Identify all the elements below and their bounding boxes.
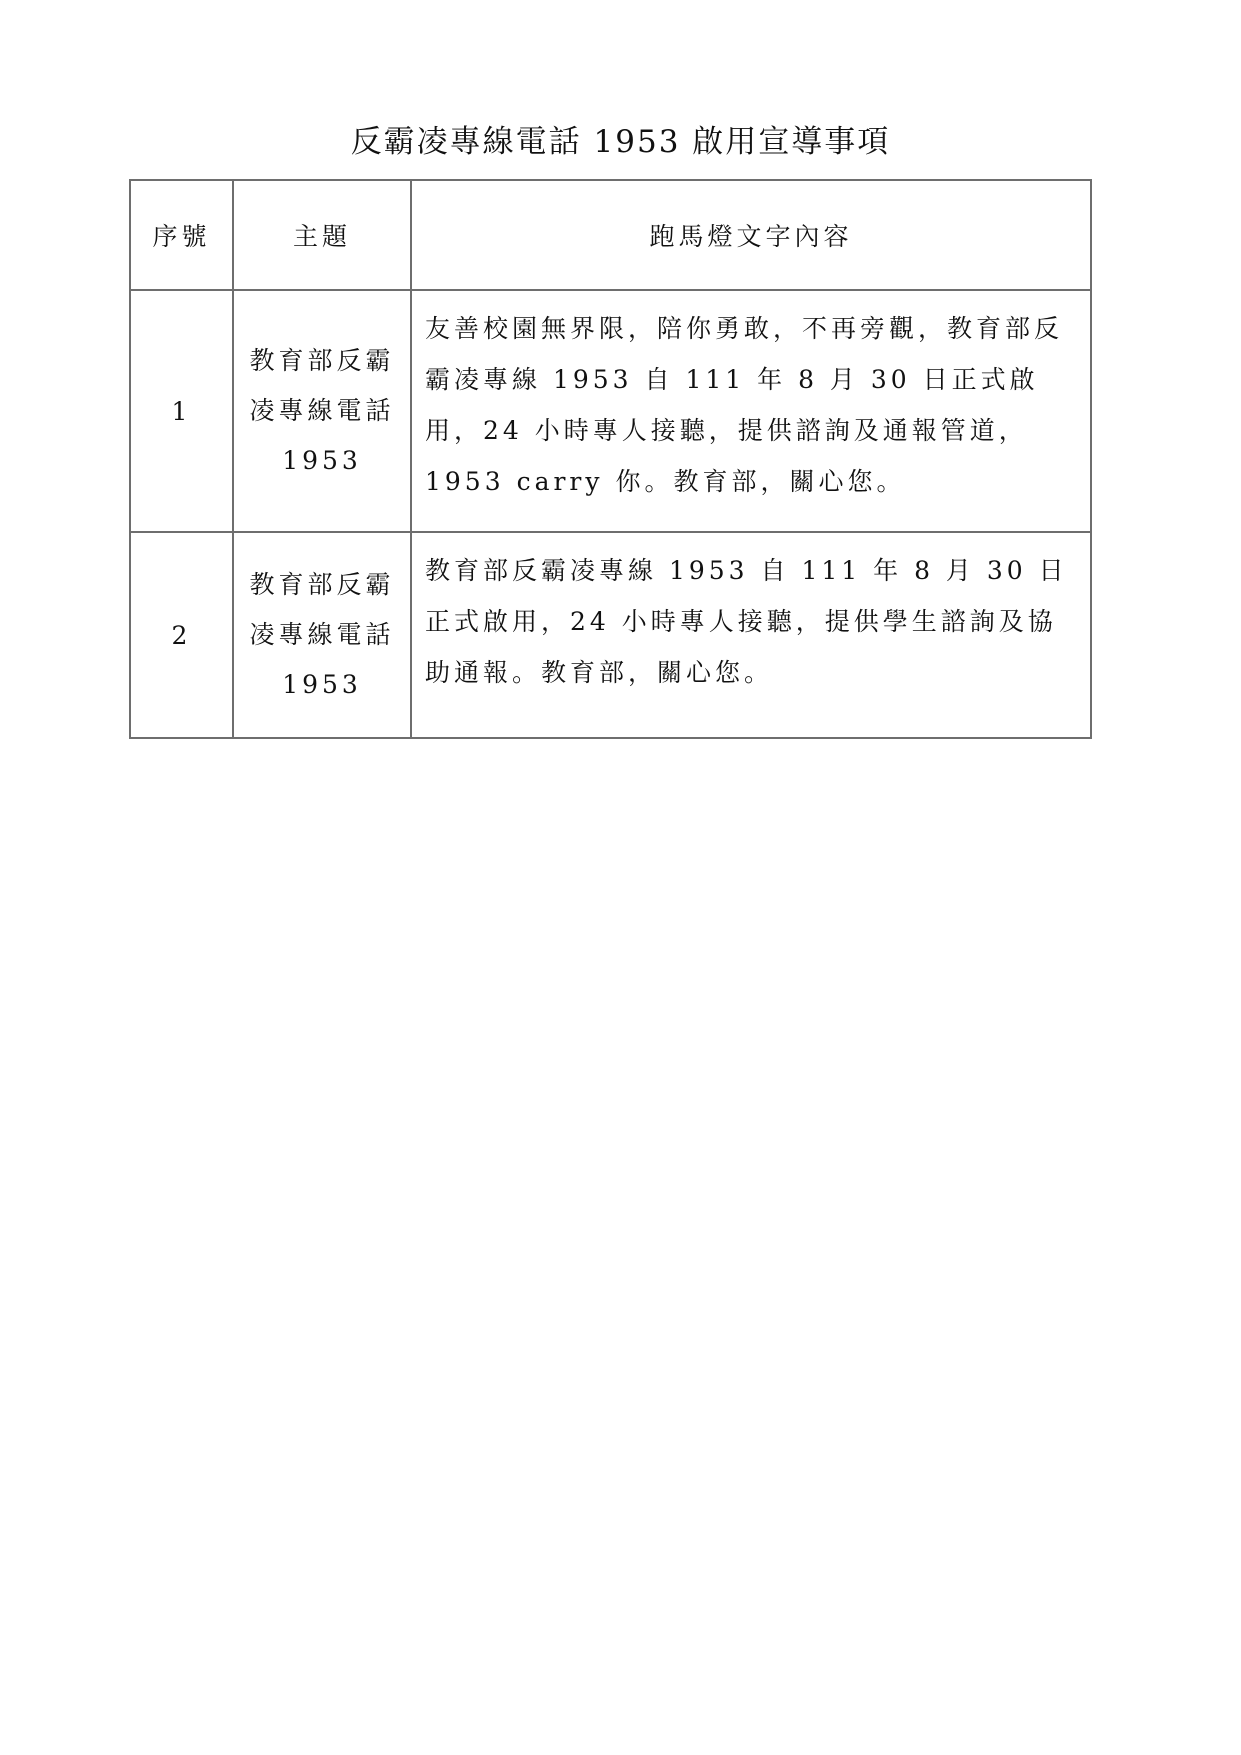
row-topic <box>233 290 411 532</box>
table-header-row <box>130 180 1091 290</box>
topic-line: 1953 <box>282 670 362 699</box>
topic-line: 教育部反霸 <box>249 570 395 599</box>
row-topic <box>233 532 411 738</box>
topic-line: 凌專線電話 <box>249 620 395 649</box>
topic-line: 教育部反霸 <box>249 346 395 375</box>
row-content: 友善校園無界限，陪你勇敢，不再旁觀，教育部反霸凌專線 1953 自 111 年 8 月 30 日正式啟用，24 小時專人接聽，提供諮詢及通報管道，1953 carry 你。教育部，關心您。 <box>411 290 1091 532</box>
table-row <box>130 290 1091 532</box>
topic-line: 1953 <box>282 446 362 475</box>
header-content: 跑馬燈文字內容 <box>411 180 1091 290</box>
table-row <box>130 532 1091 738</box>
header-topic: 主題 <box>233 180 411 290</box>
page-title: 反霸凌專線電話 1953 啟用宣導事項 <box>350 124 891 160</box>
content-table <box>129 179 1092 739</box>
row-no: 1 <box>130 290 233 532</box>
row-content: 教育部反霸凌專線 1953 自 111 年 8 月 30 日正式啟用，24 小時專人接聽，提供學生諮詢及協助通報。教育部，關心您。 <box>411 532 1091 738</box>
header-no: 序號 <box>130 180 233 290</box>
topic-line: 凌專線電話 <box>249 396 395 425</box>
row-no: 2 <box>130 532 233 738</box>
